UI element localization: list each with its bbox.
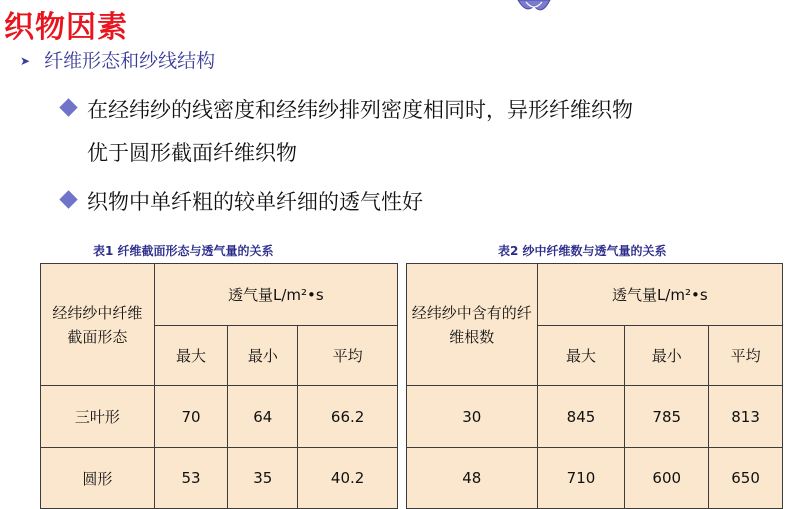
table2-cell: 813 — [709, 386, 783, 448]
bullet-item-2 — [62, 186, 423, 216]
table2-cell: 785 — [625, 386, 709, 448]
table1-cell: 53 — [154, 448, 228, 509]
table1-cell: 35 — [228, 448, 298, 509]
table1-row-header: 经纬纱中纤维截面形态 — [41, 264, 155, 386]
bullet-item-1 — [62, 94, 633, 124]
table2-caption: 表2 纱中纤维数与透气量的关系 — [498, 244, 667, 258]
table-row — [41, 386, 398, 448]
table2-row-header: 经纬纱中含有的纤维根数 — [407, 264, 538, 386]
table1-cell: 70 — [154, 386, 228, 448]
table2-cell: 650 — [709, 448, 783, 509]
bullet-2-line-1: 织物中单纤粗的较单纤细的透气性好 — [87, 190, 423, 214]
table1-cell: 66.2 — [298, 386, 398, 448]
table1-col-header: 最小 — [228, 326, 298, 386]
table2-row-label: 30 — [407, 386, 538, 448]
table-row — [41, 448, 398, 509]
table2-row-label: 48 — [407, 448, 538, 509]
bullet-1-line-1: 在经纬纱的线密度和经纬纱排列密度相同时，异形纤维织物 — [87, 98, 633, 122]
table-row — [407, 448, 783, 509]
arrow-bullet-icon: ➤ — [20, 54, 31, 68]
table1-col-header: 最大 — [154, 326, 228, 386]
table1-row-label: 三叶形 — [41, 386, 155, 448]
subtitle-line — [20, 46, 215, 73]
subtitle-text: 纤维形态和纱线结构 — [44, 50, 216, 72]
table2-group-header: 透气量L/m²•s — [537, 264, 782, 326]
table2-cell: 710 — [537, 448, 625, 509]
table2-cell: 845 — [537, 386, 625, 448]
table2-col-header: 最小 — [625, 326, 709, 386]
slide-title: 织物因素 — [4, 10, 128, 45]
table1-col-header: 平均 — [298, 326, 398, 386]
table-2 — [406, 263, 783, 509]
flower-logo-icon — [512, 0, 556, 22]
table1-group-header: 透气量L/m²•s — [154, 264, 397, 326]
diamond-bullet-icon — [59, 190, 77, 208]
table2-cell: 600 — [625, 448, 709, 509]
table2-col-header: 最大 — [537, 326, 625, 386]
diamond-bullet-icon — [59, 98, 77, 116]
table1-cell: 64 — [228, 386, 298, 448]
table1-row-label: 圆形 — [41, 448, 155, 509]
table-1 — [40, 263, 398, 509]
table2-col-header: 平均 — [709, 326, 783, 386]
bullet-1-line-2: 优于圆形截面纤维织物 — [87, 141, 297, 165]
table-row — [407, 386, 783, 448]
table1-caption: 表1 纤维截面形态与透气量的关系 — [93, 244, 274, 258]
table1-cell: 40.2 — [298, 448, 398, 509]
